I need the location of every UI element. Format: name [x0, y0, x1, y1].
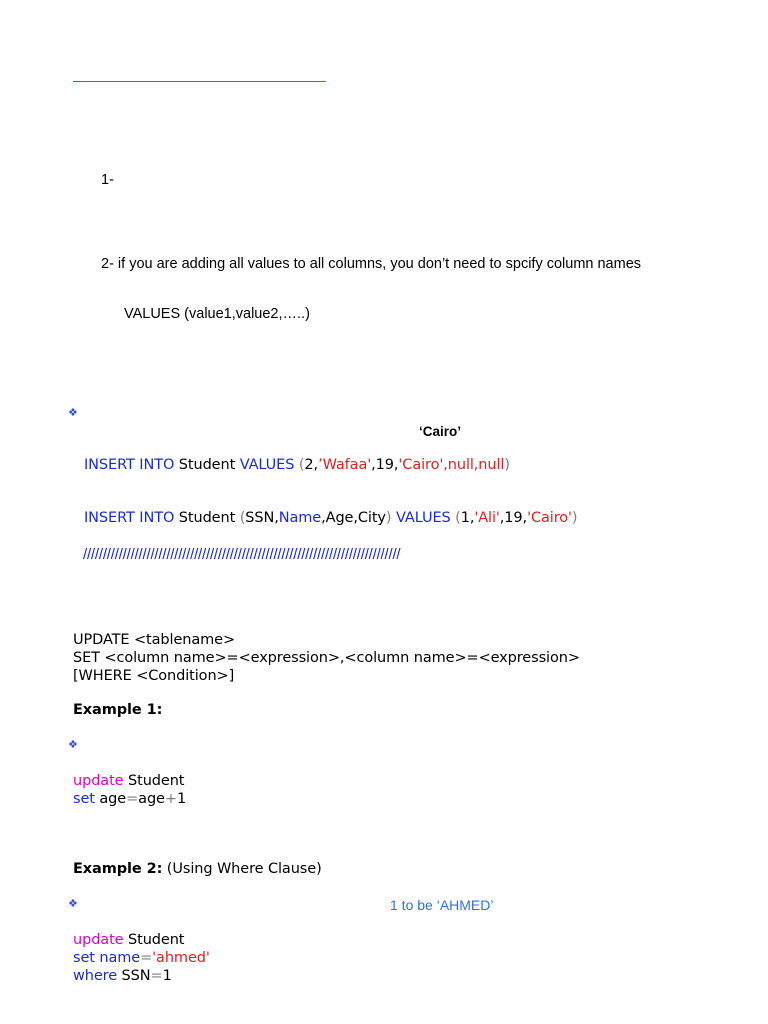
value-string: ’Wafaa'	[318, 457, 372, 473]
column-name-keyword: Name	[278, 510, 322, 526]
operator-equals: =	[126, 791, 139, 807]
paren-open: (	[239, 510, 246, 526]
keyword-values: VALUES	[239, 457, 295, 473]
code-example-1	[73, 772, 186, 808]
bullet-diamond-icon: ❖	[68, 739, 78, 751]
paren-close: )	[504, 457, 510, 473]
code-line	[73, 790, 186, 808]
list-item-2: 2- if you are adding all values to all columns, you don’t need to spcify column names	[101, 256, 642, 272]
column-name: name	[94, 950, 141, 966]
example-2-note: 1 to be ‘AHMED’	[390, 897, 494, 913]
insert-statement-2	[84, 510, 577, 526]
update-syntax	[73, 631, 580, 685]
example-2-label: Example 2:	[73, 861, 163, 877]
keyword-update: update	[73, 773, 124, 789]
cairo-heading: ‘Cairo’	[419, 424, 462, 439]
value-string: 'Cairo'	[527, 510, 572, 526]
example-1-heading: Example 1:	[73, 702, 163, 718]
paren-close: )	[385, 510, 392, 526]
example-2-description: (Using Where Clause)	[162, 861, 322, 877]
insert-statement-1	[84, 457, 510, 473]
code-line	[73, 949, 210, 967]
value-string: 'ahmed'	[152, 950, 210, 966]
column-name: age	[94, 791, 127, 807]
value-string: 'Ali'	[474, 510, 500, 526]
paren-close: )	[571, 510, 578, 526]
keyword-set: set	[73, 791, 95, 807]
code-line	[73, 967, 210, 985]
keyword-set: set	[73, 950, 95, 966]
red-underline-rule	[73, 81, 326, 82]
table-name: Student	[123, 773, 185, 789]
value-number: ,19,	[499, 510, 528, 526]
example-2-heading	[73, 861, 322, 877]
column-name: age	[138, 791, 165, 807]
operator-plus: +	[164, 791, 177, 807]
paren-open: (	[450, 510, 461, 526]
value-number: 1,	[460, 510, 475, 526]
update-syntax-line: UPDATE <tablename>	[73, 632, 236, 648]
keyword-where: where	[73, 968, 118, 984]
value-number: 2,	[304, 457, 319, 473]
keyword-update: update	[73, 932, 124, 948]
value-string: 'Cairo'	[398, 457, 444, 473]
value-number: ,19,	[371, 457, 399, 473]
table-name: Student	[174, 510, 240, 526]
bullet-diamond-icon: ❖	[68, 898, 78, 910]
operator-equals: =	[140, 950, 153, 966]
table-name: Student	[174, 457, 240, 473]
table-name: Student	[123, 932, 185, 948]
code-line	[73, 772, 186, 790]
keyword-values: VALUES	[391, 510, 451, 526]
column-name: SSN	[117, 968, 151, 984]
update-syntax-line: [WHERE <Condition>]	[73, 668, 235, 684]
column-name: ,Age,City	[321, 510, 386, 526]
bullet-diamond-icon: ❖	[68, 407, 78, 419]
code-example-2	[73, 931, 210, 985]
comment-divider: ////////////////////////////////////////////////////////////////////////////////	[83, 546, 401, 563]
keyword-insert-into: INSERT INTO	[84, 457, 175, 473]
operator-equals: =	[150, 968, 163, 984]
value-number: 1	[176, 791, 187, 807]
values-syntax: VALUES (value1,value2,…..)	[124, 306, 310, 322]
update-syntax-line: SET <column name>=<expression>,<column name>=<expression>	[73, 650, 580, 666]
list-item-1: 1-	[101, 172, 114, 188]
paren-open: (	[294, 457, 305, 473]
keyword-insert-into: INSERT INTO	[84, 510, 175, 526]
code-line	[73, 931, 210, 949]
value-nulls: ,null,null	[443, 457, 505, 473]
value-number: 1	[162, 968, 172, 984]
column-name: SSN,	[245, 510, 279, 526]
